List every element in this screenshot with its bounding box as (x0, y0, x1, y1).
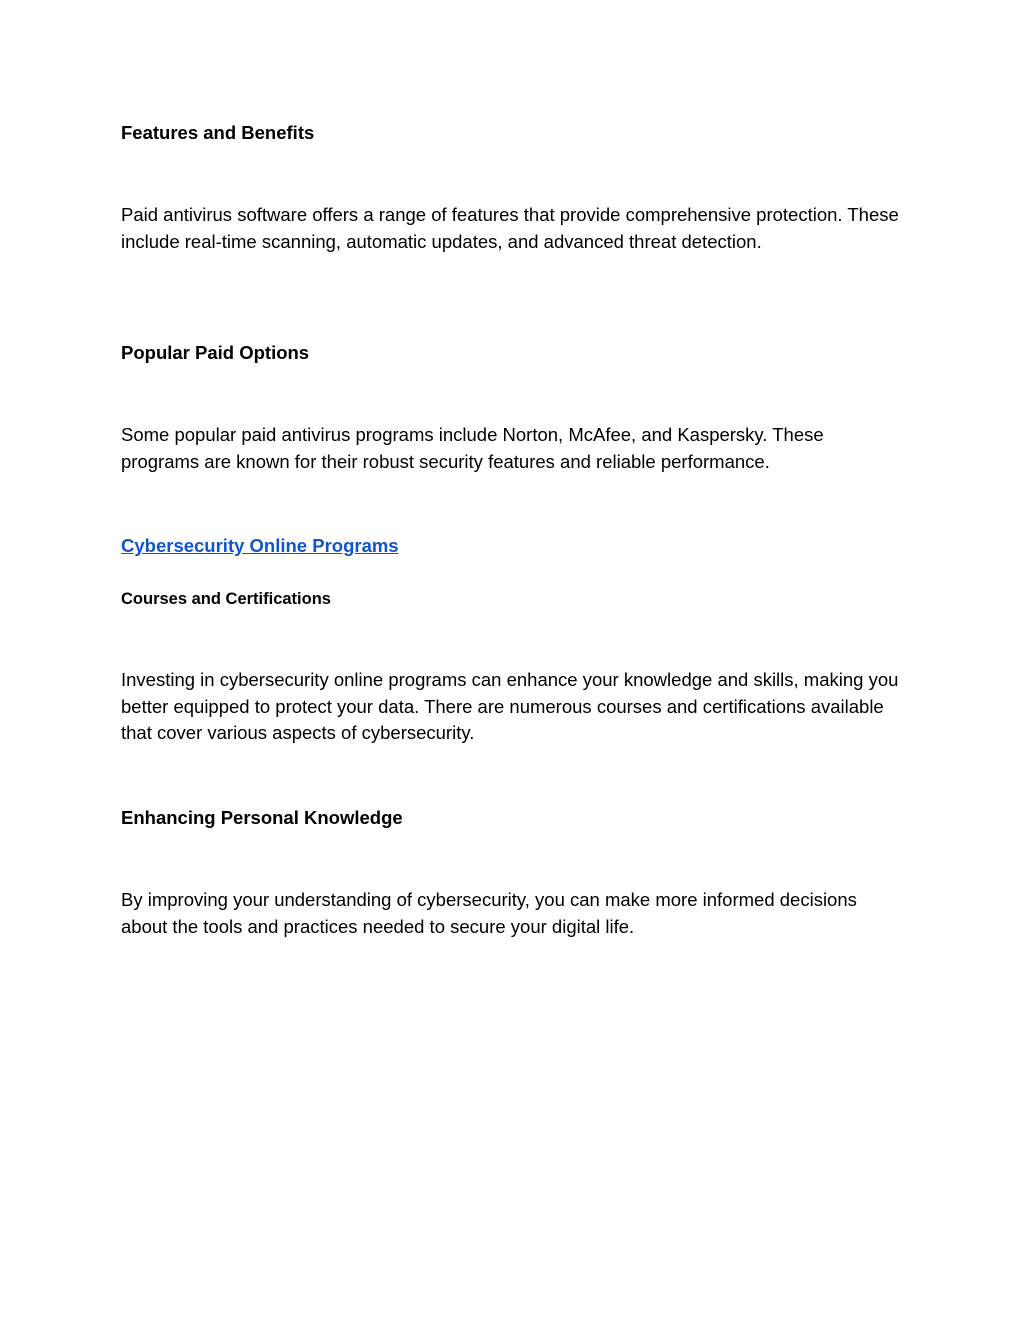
paragraph-courses-and-certifications: Investing in cybersecurity online programs can enhance your knowledge and skills, making you better equipped to protect your data. There are numerous courses and certifications available that cover various aspects of cybersecurity. (121, 669, 899, 743)
paragraph-features-and-benefits: Paid antivirus software offers a range of features that provide comprehensive protection. These include real-time scanning, automatic updates, and advanced threat detection. (121, 204, 899, 252)
heading-courses-and-certifications: Courses and Certifications (121, 590, 331, 608)
paragraph-enhancing-personal-knowledge: By improving your understanding of cybersecurity, you can make more informed decisions about the tools and practices needed to secure your digital life. (121, 889, 857, 937)
paragraph-popular-paid-options: Some popular paid antivirus programs include Norton, McAfee, and Kaspersky. These programs are known for their robust security features and reliable performance. (121, 424, 824, 472)
heading-features-and-benefits: Features and Benefits (121, 122, 315, 143)
cybersecurity-online-programs-link[interactable]: Cybersecurity Online Programs (121, 535, 399, 556)
heading-popular-paid-options: Popular Paid Options (121, 342, 310, 363)
heading-enhancing-personal-knowledge: Enhancing Personal Knowledge (121, 807, 403, 828)
